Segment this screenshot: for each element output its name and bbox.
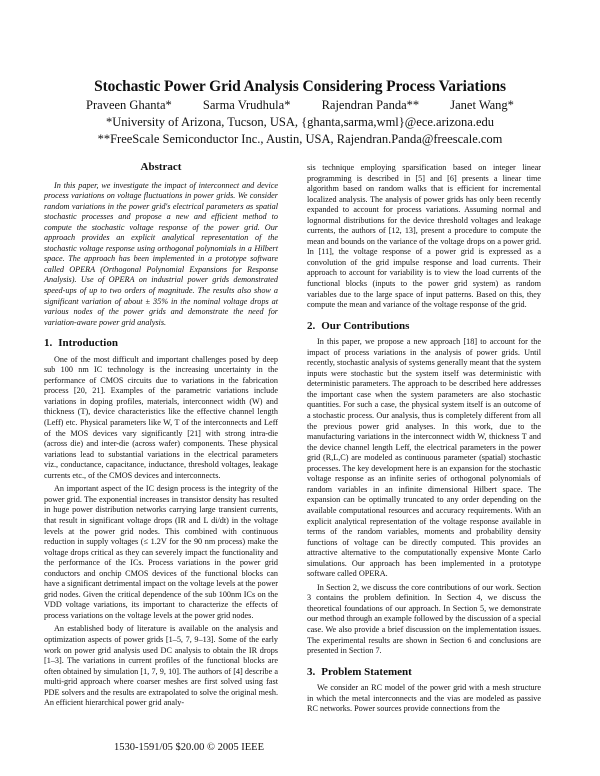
left-column [44, 150, 278, 712]
section-heading-contributions [307, 321, 541, 332]
author-list [0, 98, 600, 113]
contributions-paragraph: In Section 2, we discuss the core contributions of our work. Section 3 contains the problem definition. In Section 4, we discuss the theoretical foundations of our approach. In Section 5, we demonstrate our method through an example followed by the discussion of a special case. We also provide a brief discussion on the implementation issues. The experimental results are shown in Section 6 and conclusions are presented in Section 7. [307, 582, 541, 656]
author-name: Janet Wang* [450, 98, 514, 112]
intro-paragraph: One of the most difficult and important challenges posed by deep sub 100 nm IC technology is the increasing uncertainty in the performance of CMOS circuits due to variations in the fabrication process [20, 21]. Examples of the parametric variations include variations in doping profiles, materials, interconnect width (W) and thickness (T), device characteristics like the effective channel length (Leff) etc. Physical parameters like W, T of the interconnects and Leff of the MOS devices vary significantly [21] with strong intra-die (across die) and inter-die (across wafer) components. These physical variations lead to substantial variations in the electrical parameters viz., conductance, capacitance, inductance, threshold voltages, leakage currents etc., of the CMOS devices and interconnects. [44, 354, 278, 480]
affiliation-freescale: **FreeScale Semiconductor Inc., Austin, USA, Rajendran.Panda@freescale.com [97, 132, 503, 146]
intro-continuation: sis technique employing sparsification based on integer linear programming is described in [5] and [6] presents a linear time algorithm based on random walks that is efficient for incremental localized analysis. The analysis of power grids has only been recently expanded to account for process variations. Assuming normal and lognormal distributions for the device threshold voltages and leakage currents, the authors of [12, 13], present a procedure to compute the mean and bounds on the variance of the voltage drops on a power grid. In [11], the voltage response of a power grid is expressed as a convolution of the grid impulse response and load currents. Their approach to account for variability is to view the load currents of the functional blocks (inputs to the power grid system) as random variables due to the large space of input patterns. Based on this, they compute the mean and variance of the voltage response of the grid. [307, 163, 541, 310]
section-title: Our Contributions [321, 319, 410, 332]
intro-paragraph: An established body of literature is available on the analysis and optimization aspects of power grids [1–5, 7, 9–13]. Some of the early work on power grid analysis used DC analysis to obtain the IR drops [1–3]. The variations in current profiles of the functional blocks are often obtained by simulation [1, 7, 9, 10]. The authors of [4] describe a multi-grid approach where coarser meshes are first solved using fast PDE solvers and the results are extrapolated to solve the original mesh. An efficient hierarchical power grid analy- [44, 624, 278, 708]
section-heading-introduction [44, 338, 278, 349]
contributions-paragraph: In this paper, we propose a new approach [18] to account for the impact of process variations in the analysis of power grids. Until recently, stochastic analysis of systems generally meant that the system inputs were stochastic but the system itself was deterministic with deterministic parameters. The approach to be described here addresses the important case when the system parameters are also stochastic quantities. For such a case, the physical system itself is an outcome of a stochastic process. Our analysis, thus is completely different from all the previous power grid analyses. In this work, due to the manufacturing variations in the interconnect width W, thickness T and the device channel length Leff, the electrical parameters in the power grid (R,L,C) are modeled as continuous parameter (spatial) stochastic processes. The key development here is an expansion for the stochastic voltage response as an infinite series of orthogonal polynomials of random variables in an infinite dimensional Hilbert space. The expansion can be optimally truncated to any order depending on the available computational resources and accuracy requirements. With an explicit analytical representation of the voltage response available in terms of the random variables, moments and probability density functions of voltage can be directly computed. This provides an attractive alternative to the computationally expensive Monte Carlo simulations. Our approach has been implemented in a prototype software called OPERA. [307, 337, 541, 579]
right-column [307, 163, 541, 718]
section-heading-problem-statement [307, 667, 541, 678]
author-name: Sarma Vrudhula* [202, 98, 291, 112]
section-number: 2. [307, 319, 316, 332]
author-name: Rajendran Panda** [321, 98, 420, 112]
abstract-heading: Abstract [140, 161, 182, 173]
author-name: Praveen Ghanta* [86, 98, 172, 112]
paper-title: Stochastic Power Grid Analysis Considering Process Variations [94, 78, 506, 95]
copyright-footer: 1530-1591/05 $20.00 © 2005 IEEE [114, 742, 265, 753]
section-title: Problem Statement [321, 665, 412, 678]
problem-paragraph: We consider an RC model of the power grid with a mesh structure in which the metal interconnects and the vias are modeled as passive RC networks. Power sources provide connections from the [307, 683, 541, 714]
section-number: 3. [307, 665, 316, 678]
affiliation-arizona: *University of Arizona, Tucson, USA, {ghanta,sarma,wml}@ece.arizona.edu [105, 115, 494, 129]
abstract-text: In this paper, we investigate the impact of interconnect and device process variations on voltage fluctuations in power grids. We consider random variations in the power grid's electrical parameters as spatial stochastic processes and propose a new and efficient method to compute the stochastic voltage response of the power grid. Our approach provides an explicit analytical representation of the stochastic voltage response using orthogonal polynomials in a Hilbert space. The approach has been implemented in a prototype software called OPERA (Orthogonal Polynomial Expansions for Response Analysis). Use of OPERA on industrial power grids demonstrated speed-ups of up to two orders of magnitude. The results also show a significant variation of about ± 35% in the nominal voltage drops at various nodes of the power grids and demonstrate the need for variation-aware power grid analysis. [44, 180, 278, 327]
intro-paragraph: An important aspect of the IC design process is the integrity of the power grid. The exponential increases in transistor density has resulted in huge power distribution networks carrying large transient currents, that result in significant voltage drops (IR and L di/dt) in the voltage levels at the power grid nodes. This combined with continuous reduction in supply voltages (≤ 1.2V for the 90 nm process) make the voltage drops critical as they can severely impact the functionality and the performance of the ICs. Process variations in the power grid conductors and onchip CMOS devices of the functional blocks can have a significant detrimental impact on the voltage levels at the power grid nodes. Given the critical dependence of the sub 100nm ICs on the VDD voltage variations, its important to characterize the effects of process variations on the voltage levels at the power grid nodes. [44, 484, 278, 620]
section-number: 1. [44, 337, 53, 350]
section-title: Introduction [58, 337, 118, 350]
